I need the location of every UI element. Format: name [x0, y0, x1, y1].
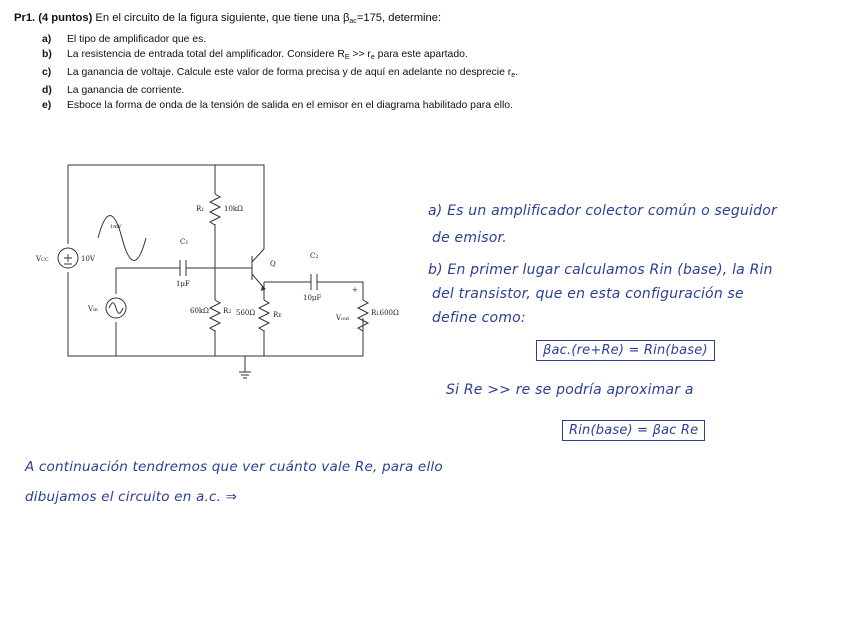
question-item	[42, 65, 617, 83]
beta-subscript: ac	[349, 18, 357, 25]
question-text-end: .	[515, 67, 518, 78]
question-text-mid: >> r	[349, 49, 371, 60]
answer-b-line3: define como:	[432, 310, 526, 326]
question-text-end: para este apartado.	[374, 49, 468, 60]
c2-label: C2	[310, 252, 319, 260]
question-letter: d)	[42, 85, 52, 96]
subscript: e	[370, 54, 375, 61]
question-item	[42, 83, 617, 98]
question-text: Esboce la forma de onda de la tensión de salida en el emisor en el diagrama habilitado para ello.	[67, 100, 513, 111]
output-plus-mark: +	[352, 286, 358, 294]
vout-label: Vout	[336, 314, 350, 322]
question-list	[42, 32, 617, 113]
question-item	[42, 47, 617, 65]
subscript: e	[511, 72, 516, 79]
problem-statement: En el circuito de la figura siguiente, que tiene una β	[92, 12, 350, 24]
question-item	[42, 32, 617, 47]
r2-value: 60kΩ	[190, 307, 209, 315]
r1-value: 10kΩ	[224, 205, 243, 213]
rl-label: RL600Ω	[371, 309, 399, 317]
circuit-diagram	[30, 158, 410, 380]
vcc-value: 10V	[81, 255, 95, 263]
problem-title	[14, 12, 441, 25]
question-item	[42, 98, 617, 113]
r1-label: R1	[196, 205, 205, 213]
continuation-line2: dibujamos el circuito en a.c. ⇒	[25, 489, 238, 505]
vin-amplitude: 1mV	[110, 224, 122, 230]
c1-value: 1μF	[176, 280, 190, 288]
question-text: La ganancia de corriente.	[67, 85, 185, 96]
vcc-label: VCC	[36, 255, 49, 263]
answer-b-approx: Si Re >> re se podría aproximar a	[446, 382, 694, 398]
r2-label: R2	[223, 307, 232, 315]
question-letter: e)	[42, 100, 52, 111]
formula-rin-base: βac.(re+Re) = Rin(base)	[536, 340, 715, 361]
answer-b-line2: del transistor, que en esta configuración se	[432, 286, 744, 302]
re-label: RE	[273, 311, 282, 319]
problem-statement-end: =175, determine:	[356, 12, 442, 24]
answer-a-line1: a) Es un amplificador colector común o seguidor	[428, 203, 777, 219]
formula-rin-approx: Rin(base) = βac Re	[562, 420, 705, 441]
question-text: La ganancia de voltaje. Calcule este valor de forma precisa y de aquí en adelante no desprecie r	[67, 67, 512, 78]
question-text: La resistencia de entrada total del amplificador. Considere R	[67, 49, 345, 60]
question-letter: b)	[42, 49, 52, 60]
c2-value: 10μF	[303, 294, 322, 302]
subscript: E	[344, 54, 350, 61]
question-letter: c)	[42, 67, 52, 78]
question-text: El tipo de amplificador que es.	[67, 34, 207, 45]
c1-label: C1	[180, 238, 189, 246]
vin-label: Vin	[88, 305, 98, 313]
answer-b-line1: b) En primer lugar calculamos Rin (base), la Rin	[428, 262, 773, 278]
continuation-line1: A continuación tendremos que ver cuánto vale Re, para ello	[25, 459, 443, 475]
answer-a-line2: de emisor.	[432, 230, 507, 246]
transistor-label: Q	[270, 260, 276, 268]
problem-number: Pr1. (4 puntos)	[14, 12, 93, 24]
re-value: 560Ω	[236, 309, 256, 317]
question-letter: a)	[42, 34, 52, 45]
